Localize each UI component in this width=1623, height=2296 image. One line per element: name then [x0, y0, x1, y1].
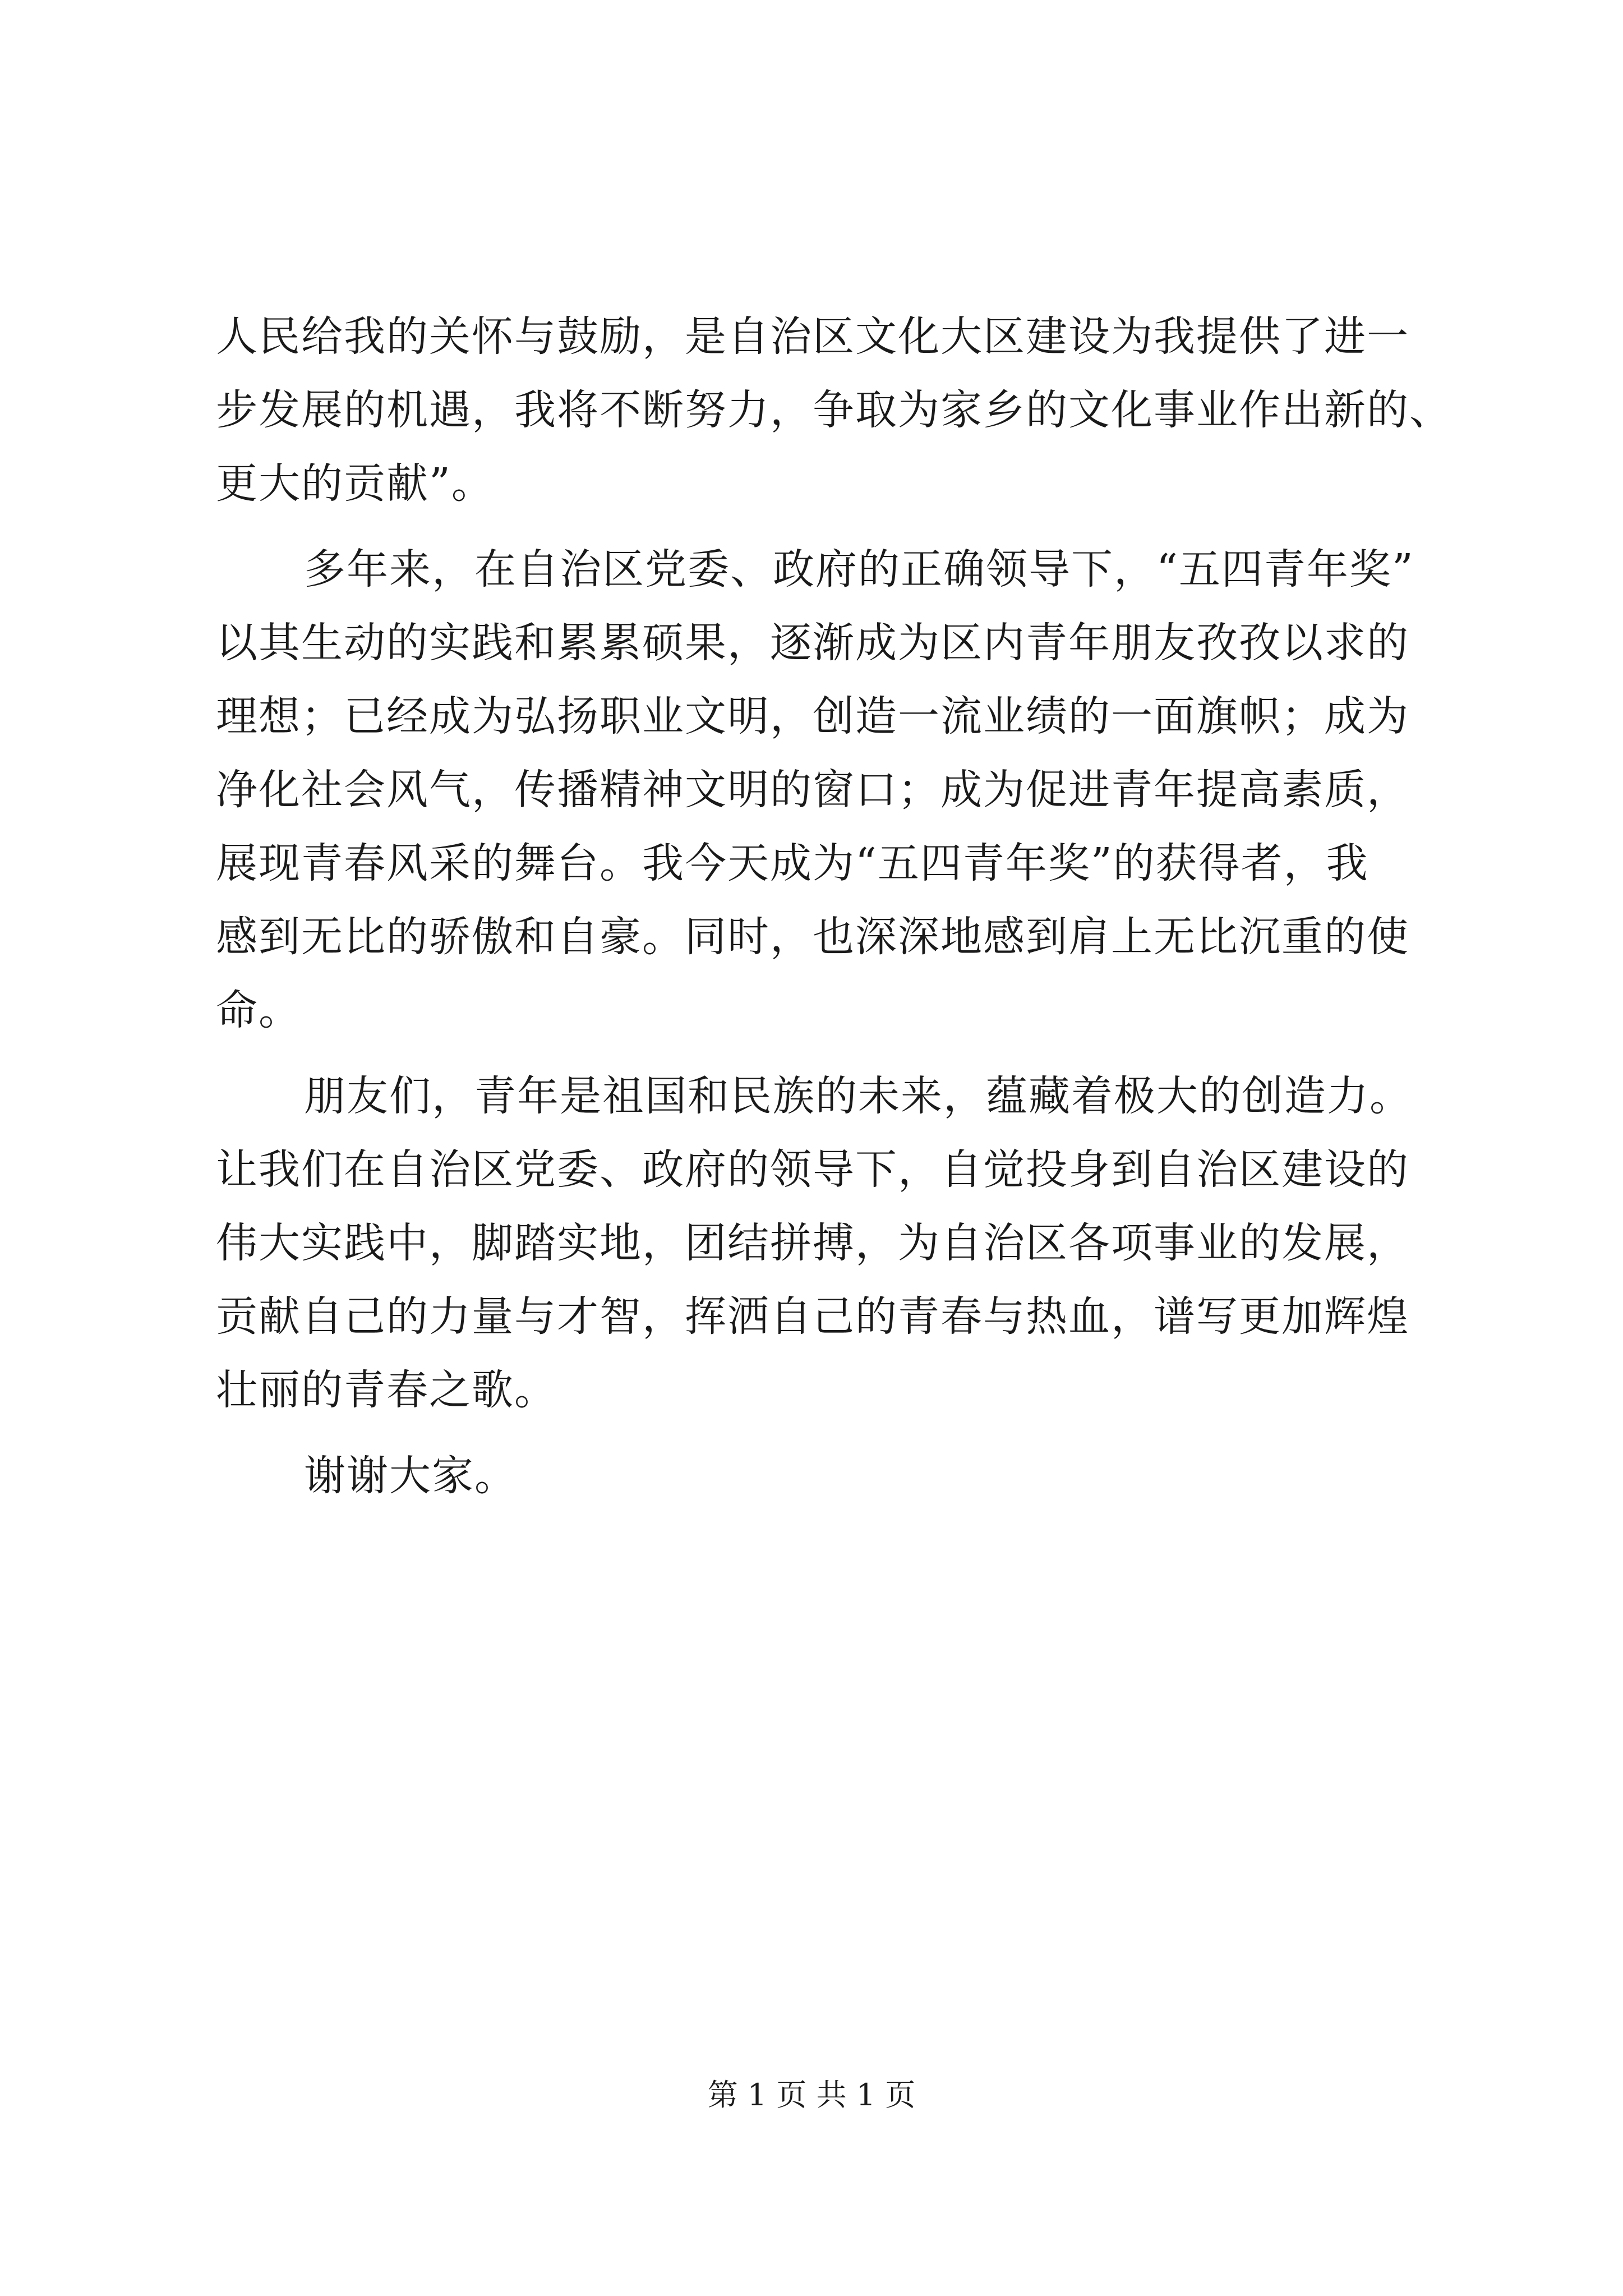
paragraph-line: 步发展的机遇，我将不断努力，争取为家乡的文化事业作出新的、	[216, 386, 1452, 434]
paragraph-line: 感到无比的骄傲和自豪。同时，也深深地感到肩上无比沉重的使	[216, 913, 1409, 961]
paragraph-4	[216, 1439, 1427, 1513]
paragraph-line: 多年来，在自治区党委、政府的正确领导下，“五四青年奖”	[304, 545, 1414, 593]
paragraph-line: 以其生动的实践和累累硕果，逐渐成为区内青年朋友孜孜以求的	[216, 619, 1409, 667]
page-footer: 第 1 页 共 1 页	[707, 2077, 916, 2113]
paragraph-line: 让我们在自治区党委、政府的领导下，自觉投身到自治区建设的	[216, 1145, 1409, 1194]
paragraph-line: 理想；已经成为弘扬职业文明，创造一流业绩的一面旗帜；成为	[216, 692, 1409, 740]
paragraph-line: 朋友们，青年是祖国和民族的未来，蕴藏着极大的创造力。	[304, 1072, 1412, 1120]
paragraph-line: 贡献自己的力量与才智，挥洒自己的青春与热血，谱写更加辉煌	[216, 1292, 1409, 1341]
paragraph-line: 谢谢大家。	[304, 1452, 517, 1500]
paragraph-line: 更大的贡献”。	[216, 459, 494, 508]
paragraph-line: 展现青春风采的舞台。我今天成为“五四青年奖”的获得者，我	[216, 839, 1369, 887]
paragraph-line: 人民给我的关怀与鼓励，是自治区文化大区建设为我提供了进一	[216, 312, 1409, 361]
paragraph-line: 净化社会风气，传播精神文明的窗口；成为促进青年提高素质，	[216, 766, 1409, 814]
paragraph-line: 伟大实践中，脚踏实地，团结拼搏，为自治区各项事业的发展，	[216, 1219, 1409, 1267]
paragraph-2	[216, 533, 1427, 1047]
paragraph-line: 壮丽的青春之歌。	[216, 1366, 557, 1414]
paragraph-line: 命。	[216, 986, 301, 1034]
paragraph-3	[216, 1060, 1427, 1427]
document-body	[216, 300, 1452, 1513]
paragraph-1	[216, 300, 1452, 521]
